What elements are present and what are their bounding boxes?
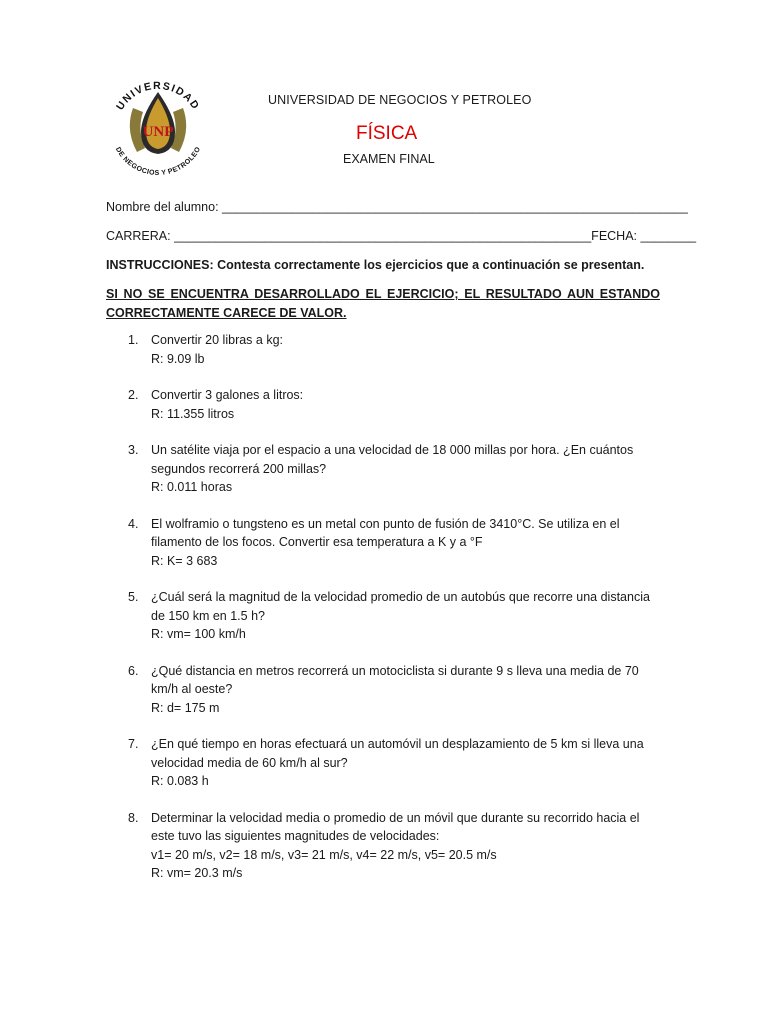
question-text: Convertir 20 libras a kg: [151,333,284,347]
question-text: Determinar la velocidad media o promedio de un móvil que durante su recorrido hacia el este tuvo las siguientes magnitudes de velocidades: [151,810,640,843]
warning-note: SI NO SE ENCUENTRA DESARROLLADO EL EJERCICIO; EL RESULTADO AUN ESTANDO CORRECTAMENTE CARECE DE VALOR. [106,287,660,320]
question-number: 7. [128,737,139,751]
student-name-field: Nombre del alumno: ___________________________________________________________________ [106,200,688,214]
logo-top-text: UNIVERSIDAD [114,79,202,113]
instructions-text: Contesta correctamente los ejercicios que a continuación se presentan. [217,258,645,272]
question-answer: R: 0.011 horas [151,480,233,494]
subject-title: FÍSICA [356,123,418,144]
question-answer: R: vm= 100 km/h [151,627,246,641]
question-text: Un satélite viaja por el espacio a una velocidad de 18 000 millas por hora. ¿En cuántos segundos recorrerá 200 millas? [151,443,634,476]
question-answer: R: d= 175 m [151,700,220,715]
university-name: UNIVERSIDAD DE NEGOCIOS Y PETROLEO [268,93,532,107]
question-number: 3. [128,443,139,457]
question-text: ¿Cuál será la magnitud de la velocidad promedio de un autobús que recorre una distancia de 150 km en 1.5 h? [151,590,650,623]
exam-title: EXAMEN FINAL [343,152,435,166]
instructions [106,258,662,272]
question-item [106,662,666,718]
question-answer: R: vm= 20.3 m/s [151,866,243,880]
logo-initials: UNP [142,124,174,140]
question-answer: R: K= 3 683 [151,553,218,568]
question-number: 6. [128,663,139,678]
question-list [106,331,666,901]
question-text: ¿En qué tiempo en horas efectuará un automóvil un desplazamiento de 5 km si lleva una velocidad media de 60 km/h al sur? [151,737,644,770]
question-number: 8. [128,810,139,825]
question-answer: R: 9.09 lb [151,351,205,366]
question-number: 5. [128,590,139,604]
logo-bottom-text: DE NEGOCIOS Y PETROLEO [113,146,203,178]
question-item [106,331,666,368]
question-number: 2. [128,388,139,402]
question-data-values: v1= 20 m/s, v2= 18 m/s, v3= 21 m/s, v4= 22 m/s, v5= 20.5 m/s [151,847,497,862]
question-text: Convertir 3 galones a litros: [151,388,304,402]
instructions-label: INSTRUCCIONES: [106,258,214,272]
question-item [106,515,666,571]
question-item [106,588,666,644]
question-text: El wolframio o tungsteno es un metal con punto de fusión de 3410°C. Se utiliza en el filamento de los focos. Convertir esa temperatura a K y a °F [151,516,620,549]
question-text: ¿Qué distancia en metros recorrerá un motociclista si durante 9 s lleva una media de 70 km/h al oeste? [151,663,639,696]
career-date-field: CARRERA: ____________________________________________________________FECHA: ________ [106,229,697,243]
question-item [106,809,666,883]
question-answer: R: 11.355 litros [151,406,235,421]
question-answer: R: 0.083 h [151,774,209,788]
question-number: 4. [128,516,139,531]
question-item [106,386,666,423]
question-item [106,735,666,791]
question-item [106,441,666,497]
university-logo [103,68,213,188]
question-number: 1. [128,333,139,347]
